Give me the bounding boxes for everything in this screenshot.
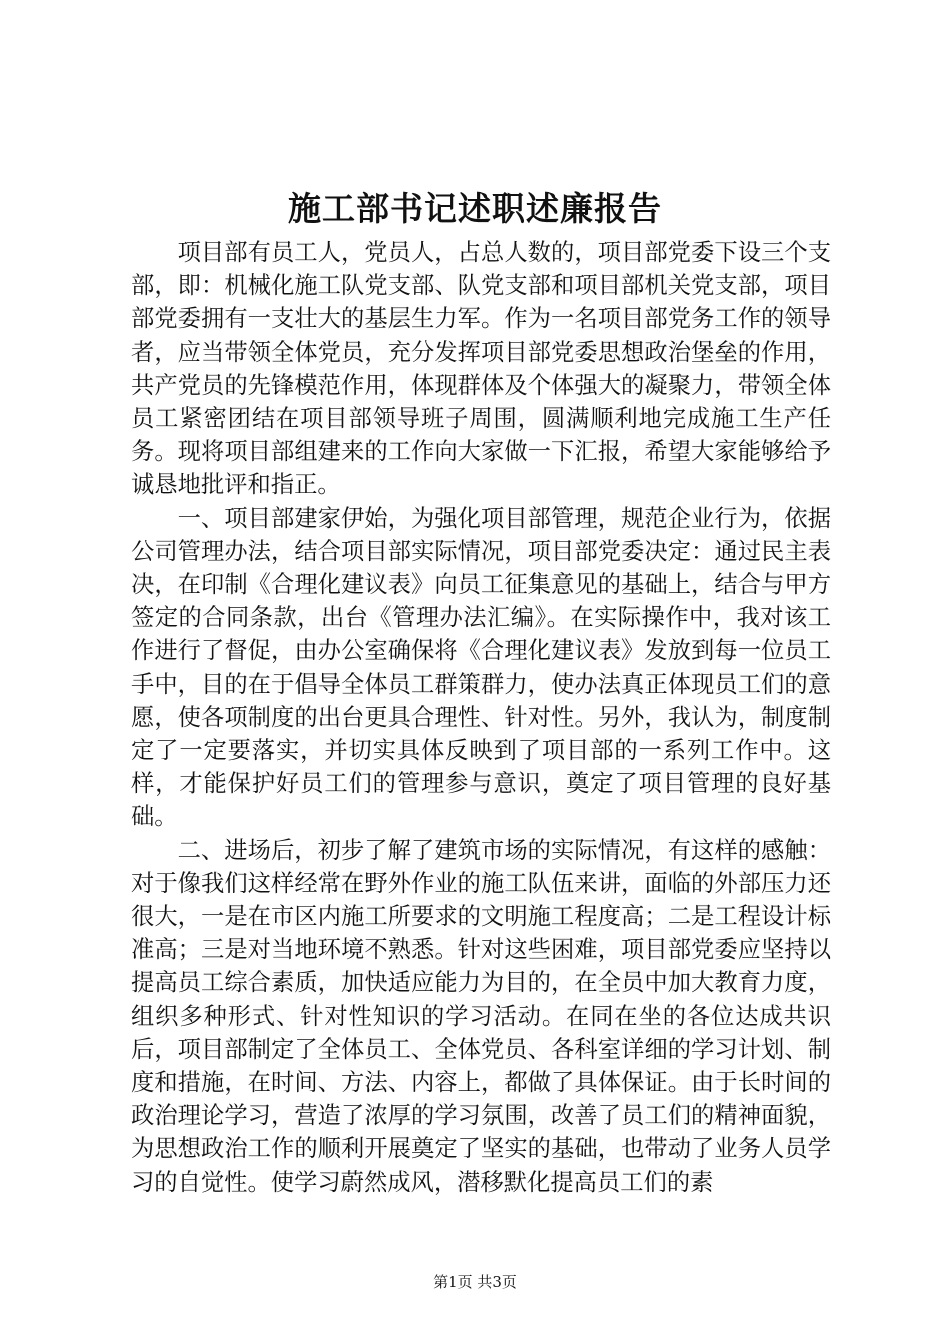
page-number-footer: 第1页 共3页	[433, 1273, 517, 1291]
paragraph-intro: 项目部有员工人，党员人，占总人数的，项目部党委下设三个支部，即：机械化施工队党支部、队党支部和项目部机关党支部，项目部党委拥有一支壮大的基层生力军。作为一名项目部党务工作的领导者，应当带领全体党员，充分发挥项目部党委思想政治堡垒的作用，共产党员的先锋模范作用，体现群体及个体强大的凝聚力，带领全体员工紧密团结在项目部领导班子周围，圆满顺利地完成施工生产任务。现将项目部组建来的工作向大家做一下汇报，希望大家能够给予诚恳地批评和指正。	[131, 239, 831, 499]
document-body	[131, 236, 831, 1199]
document-title: 施工部书记述职述廉报告	[288, 189, 662, 228]
paragraph-section-one: 一、项目部建家伊始，为强化项目部管理，规范企业行为，依据公司管理办法，结合项目部实际情况，项目部党委决定：通过民主表决，在印制《合理化建议表》向员工征集意见的基础上，结合与甲方签定的合同条款，出台《管理办法汇编》。在实际操作中，我对该工作进行了督促，由办公室确保将《合理化建议表》发放到每一位员工手中，目的在于倡导全体员工群策群力，使办法真正体现员工们的意愿，使各项制度的出台更具合理性、针对性。另外，我认为，制度制定了一定要落实，并切实具体反映到了项目部的一系列工作中。这样，才能保护好员工们的管理参与意识，奠定了项目管理的良好基础。	[131, 504, 831, 831]
paragraph-section-two: 二、进场后，初步了解了建筑市场的实际情况，有这样的感触：对于像我们这样经常在野外作业的施工队伍来讲，面临的外部压力还很大，一是在市区内施工所要求的文明施工程度高；二是工程设计标准高；三是对当地环境不熟悉。针对这些困难，项目部党委应坚持以提高员工综合素质，加快适应能力为目的，在全员中加大教育力度，组织多种形式、针对性知识的学习活动。在同在坐的各位达成共识后，项目部制定了全体员工、全体党员、各科室详细的学习计划、制度和措施，在时间、方法、内容上，都做了具体保证。由于长时间的政治理论学习，营造了浓厚的学习氛围，改善了员工们的精神面貌，为思想政治工作的顺利开展奠定了坚实的基础，也带动了业务人员学习的自觉性。使学习蔚然成风，潜移默化提高员工们的素	[131, 836, 831, 1196]
